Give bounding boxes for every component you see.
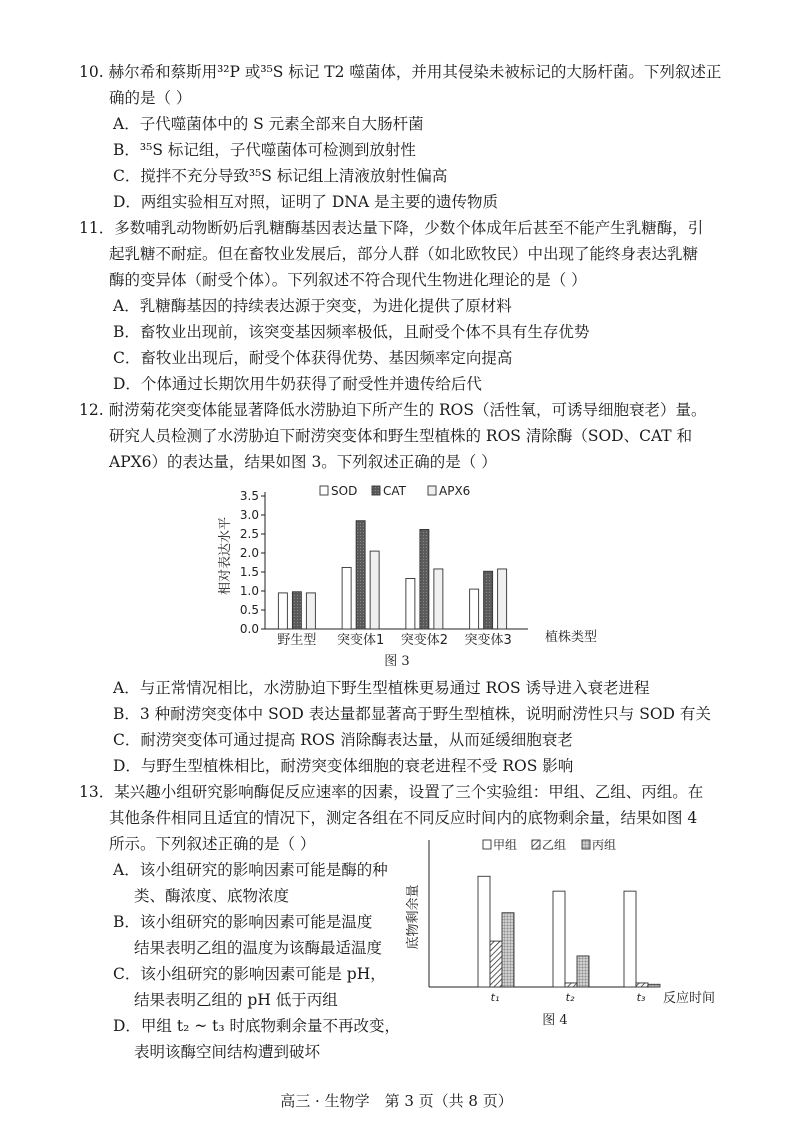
fig4-x-tick-label: t₁ bbox=[490, 991, 500, 1004]
fig4-bar bbox=[648, 984, 660, 987]
fig3-y-tick-label: 3.5 bbox=[239, 489, 259, 503]
q13-option-c-line1: C．该小组研究的影响因素可能是 pH， bbox=[113, 965, 386, 983]
fig4-bar bbox=[636, 983, 648, 987]
fig3-bar bbox=[292, 592, 301, 629]
q11-stem-line1: 11．多数哺乳动物断奶后乳糖酶基因表达量下降，少数个体成年后甚至不能产生乳糖酶，引 bbox=[79, 219, 704, 237]
q12-option-c: C．耐涝突变体可通过提高 ROS 消除酶表达量，从而延缓细胞衰老 bbox=[113, 731, 573, 749]
figure-4-bar-chart bbox=[405, 832, 725, 1032]
fig4-bar bbox=[624, 891, 636, 987]
q12-option-a: A．与正常情况相比，水涝胁迫下野生型植株更易通过 ROS 诱导进入衰老进程 bbox=[113, 679, 650, 697]
fig3-x-axis-label: 植株类型 bbox=[545, 630, 598, 645]
q13-stem-line3: 所示。下列叙述正确的是（ ） bbox=[109, 835, 316, 853]
fig3-bar bbox=[434, 569, 443, 629]
q10-stem-line1: 10. 赫尔希和蔡斯用³²P 或³⁵S 标记 T2 噬菌体，并用其侵染未被标记的大肠杆菌。下列叙述正 bbox=[79, 63, 722, 81]
q12-option-d: D．与野生型植株相比，耐涝突变体细胞的衰老进程不受 ROS 影响 bbox=[113, 757, 574, 775]
q10-option-c: C．搅拌不充分导致³⁵S 标记组上清液放射性偏高 bbox=[113, 167, 448, 185]
q11-option-c: C．畜牧业出现后，耐受个体获得优势、基因频率定向提高 bbox=[113, 349, 513, 367]
q13-option-a-line2: 类、酶浓度、底物浓度 bbox=[134, 887, 290, 905]
fig3-bar bbox=[342, 567, 351, 629]
q12-stem-line2: 研究人员检测了水涝胁迫下耐涝突变体和野生型植株的 ROS 清除酶（SOD、CAT 和 bbox=[109, 427, 693, 445]
fig4-legend-swatch bbox=[483, 840, 491, 849]
fig4-bar bbox=[502, 913, 514, 987]
fig3-x-tick-label: 野生型 bbox=[277, 633, 317, 648]
fig4-bar bbox=[565, 983, 577, 987]
fig3-legend-label: APX6 bbox=[439, 484, 471, 498]
fig3-y-tick-label: 0.0 bbox=[239, 622, 259, 636]
fig4-legend-swatch bbox=[532, 840, 540, 849]
fig3-bar bbox=[370, 551, 379, 629]
q13-option-b-line1: B．该小组研究的影响因素可能是温度 bbox=[113, 913, 373, 931]
fig3-bar bbox=[306, 593, 315, 629]
fig3-y-tick-label: 0.5 bbox=[239, 603, 259, 617]
fig3-legend-label: SOD bbox=[331, 484, 358, 498]
fig3-y-tick-label: 2.0 bbox=[239, 546, 259, 560]
fig3-y-axis-label: 相对表达水平 bbox=[218, 516, 233, 596]
fig4-bar bbox=[553, 891, 565, 987]
q13-stem-line2: 其他条件相同且适宜的情况下，测定各组在不同反应时间内的底物剩余量，结果如图 4 bbox=[109, 809, 698, 827]
fig3-y-tick-label: 3.0 bbox=[239, 508, 259, 522]
q13-option-d-line2: 表明该酶空间结构遭到破坏 bbox=[134, 1043, 321, 1061]
q13-option-b-line2: 结果表明乙组的温度为该酶最适温度 bbox=[134, 939, 383, 957]
q13-option-a-line1: A．该小组研究的影响因素可能是酶的种 bbox=[113, 861, 388, 879]
fig3-caption: 图 3 bbox=[384, 654, 410, 669]
q12-stem-line1: 12. 耐涝菊花突变体能显著降低水涝胁迫下所产生的 ROS（活性氧，可诱导细胞衰老）量。 bbox=[79, 401, 707, 419]
q13-option-d-line1: D．甲组 t₂ ~ t₃ 时底物剩余量不再改变， bbox=[113, 1017, 401, 1035]
fig3-bar bbox=[406, 578, 415, 629]
fig3-bar bbox=[420, 529, 429, 629]
fig3-bar bbox=[470, 589, 479, 629]
fig3-legend-swatch bbox=[320, 486, 328, 495]
fig3-x-tick-label: 突变体2 bbox=[400, 633, 449, 648]
fig4-legend-swatch bbox=[582, 840, 590, 849]
q11-stem-line2: 起乳糖不耐症。但在畜牧业发展后，部分人群（如北欧牧民）中出现了能终身表达乳糖 bbox=[109, 245, 699, 263]
q11-stem-line3: 酶的变异体（耐受个体）。下列叙述不符合现代生物进化理论的是（ ） bbox=[109, 271, 587, 289]
fig4-legend-label: 甲组 bbox=[493, 838, 518, 852]
fig4-x-tick-label: t₃ bbox=[636, 991, 646, 1004]
fig3-x-tick-label: 突变体1 bbox=[336, 633, 385, 648]
q12-stem-line3: APX6）的表达量，结果如图 3。下列叙述正确的是（ ） bbox=[109, 453, 497, 471]
fig3-y-tick-label: 2.5 bbox=[239, 527, 259, 541]
fig3-bar bbox=[498, 569, 507, 629]
fig4-bar bbox=[478, 876, 490, 987]
fig3-legend-swatch bbox=[428, 486, 436, 495]
q13-stem-line1: 13．某兴趣小组研究影响酶促反应速率的因素，设置了三个实验组：甲组、乙组、丙组。在 bbox=[79, 783, 704, 801]
fig4-caption: 图 4 bbox=[542, 1013, 568, 1028]
fig3-bar bbox=[484, 571, 493, 629]
fig3-bar bbox=[278, 593, 287, 629]
q10-option-a: A．子代噬菌体中的 S 元素全部来自大肠杆菌 bbox=[113, 115, 424, 133]
fig4-x-tick-label: t₂ bbox=[565, 991, 575, 1004]
figure-3-bar-chart bbox=[215, 480, 605, 675]
fig4-legend-label: 乙组 bbox=[542, 838, 567, 852]
fig4-y-axis-label: 底物剩余量 bbox=[406, 884, 421, 950]
q10-option-b: B．³⁵S 标记组，子代噬菌体可检测到放射性 bbox=[113, 141, 416, 159]
fig4-legend-label: 丙组 bbox=[592, 838, 617, 852]
fig4-bar bbox=[577, 956, 589, 987]
fig3-legend-label: CAT bbox=[383, 484, 406, 498]
q11-option-d: D．个体通过长期饮用牛奶获得了耐受性并遗传给后代 bbox=[113, 375, 482, 393]
fig3-legend-swatch bbox=[372, 486, 380, 495]
fig4-bar bbox=[490, 941, 502, 987]
q10-stem-line2: 确的是（ ） bbox=[109, 89, 192, 107]
fig3-bar bbox=[356, 521, 365, 629]
fig3-y-tick-label: 1.0 bbox=[239, 584, 259, 598]
q11-option-b: B．畜牧业出现前，该突变基因频率极低，且耐受个体不具有生存优势 bbox=[113, 323, 590, 341]
q10-option-d: D．两组实验相互对照，证明了 DNA 是主要的遗传物质 bbox=[113, 193, 498, 211]
q13-option-c-line2: 结果表明乙组的 pH 低于丙组 bbox=[134, 991, 338, 1009]
fig4-x-axis-label: 反应时间 bbox=[663, 991, 716, 1006]
q12-option-b: B．3 种耐涝突变体中 SOD 表达量都显著高于野生型植株，说明耐涝性只与 SOD 有关 bbox=[113, 705, 711, 723]
fig3-y-tick-label: 1.5 bbox=[239, 565, 259, 579]
fig3-x-tick-label: 突变体3 bbox=[464, 633, 512, 648]
page-footer: 高三 · 生物学 第 3 页（共 8 页） bbox=[280, 1092, 513, 1110]
q11-option-a: A．乳糖酶基因的持续表达源于突变，为进化提供了原材料 bbox=[113, 297, 512, 315]
